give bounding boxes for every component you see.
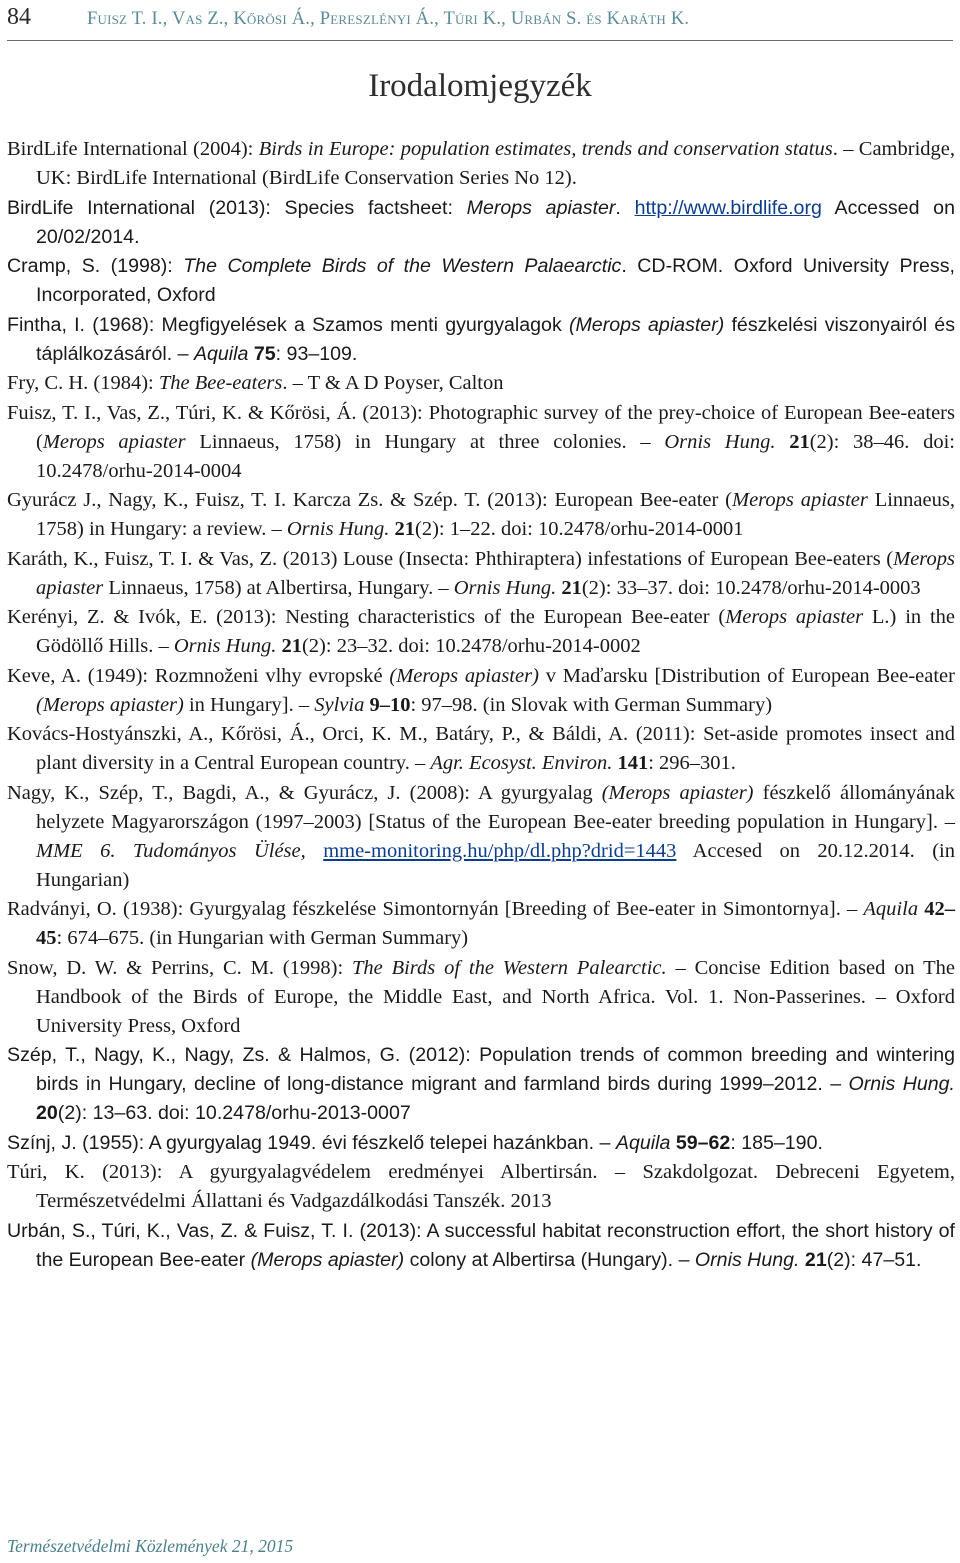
reference-text: BirdLife International (2004): — [7, 138, 259, 160]
reference-text: . – T & A D Poyser, Calton — [282, 372, 504, 394]
italic-text: Ornis Hung. — [286, 518, 390, 540]
italic-text: Merops apiaster — [42, 430, 186, 453]
reference-text: v Maďarsku [Distribution of European Bee-eater — [538, 664, 955, 687]
reference-text: : 674–675. (in Hungarian with German Summary) — [56, 927, 469, 949]
reference-text: (2): 47–51. — [826, 1248, 922, 1271]
italic-text: (Merops apiaster) — [568, 313, 725, 336]
italic-text: Merops apiaster — [725, 606, 864, 628]
reference-text: Cramp, S. (1998): — [7, 255, 184, 277]
header-divider — [7, 40, 953, 41]
italic-text: Ornis Hung. — [694, 1248, 800, 1271]
reference-entry — [7, 954, 955, 1041]
volume-number: 21 — [561, 576, 582, 599]
journal-footer: Természetvédelmi Közlemények 21, 2015 — [7, 1536, 294, 1556]
reference-text — [775, 431, 789, 453]
reference-text: Túri, K. (2013): A gyurgyalagvédelem eredményei Albertirsán. – Szakdolgozat. Debreceni Egyetem, Természetvédelmi Állattani és Vadgazdálkodási Tanszék. 2013 — [7, 1161, 955, 1212]
reference-text: : 93–109. — [275, 342, 358, 365]
reference-text: Linnaeus, 1758) at Albertirsa, Hungary. – — [103, 576, 454, 599]
reference-list — [7, 135, 955, 1275]
volume-number: 42–45 — [36, 898, 955, 949]
volume-number: 21 — [281, 635, 302, 657]
reference-text: Radványi, O. (1938): Gyurgyalag fészkelése Simontornyán [Breeding of Bee-eater in Simontornya]. – — [7, 898, 864, 920]
reference-text: Linnaeus, 1758) in Hungary at three colonies. – — [185, 430, 665, 453]
reference-entry — [7, 720, 955, 778]
italic-text: The Bee-eaters — [158, 372, 283, 394]
italic-text: The Birds of the Western Palearctic. — [352, 956, 667, 979]
reference-text: in Hungary]. – — [183, 693, 315, 716]
reference-text: (2): 23–32. doi: 10.2478/orhu-2014-0002 — [301, 635, 641, 657]
reference-entry — [7, 779, 955, 895]
reference-text: Karáth, K., Fuisz, T. I. & Vas, Z. (2013) Louse (Insecta: Phthiraptera) infestations of European Bee-eaters ( — [7, 547, 894, 570]
italic-text: (Merops apiaster) — [250, 1248, 405, 1271]
reference-entry — [7, 252, 955, 310]
reference-text: : 97–98. (in Slovak with German Summary) — [410, 693, 773, 716]
italic-text: Ornis Hung. — [173, 635, 277, 657]
reference-entry — [7, 895, 955, 953]
reference-text: (2): 1–22. doi: 10.2478/orhu-2014-0001 — [415, 518, 744, 540]
reference-text: Accesed on 20.12.2014. (in Hungarian) — [36, 839, 955, 891]
reference-text: L.) in the Gödöllő Hills. – — [36, 606, 955, 657]
running-head-authors: Fuisz T. I., Vas Z., Kőrösi Á., Pereszlényi Á., Túri K., Urbán S. és Karáth K. — [87, 9, 690, 29]
reference-text: . — [615, 196, 635, 219]
reference-text: : 296–301. — [648, 752, 736, 774]
volume-number: 59–62 — [675, 1131, 731, 1154]
volume-number: 20 — [36, 1102, 58, 1124]
reference-text: Fintha, I. (1968): Megfigyelések a Szamos menti gyurgyalagok — [7, 313, 569, 336]
italic-text: Sylvia — [314, 693, 365, 716]
running-header — [7, 4, 953, 40]
volume-number: 9–10 — [369, 693, 411, 716]
italic-text: Aquila — [193, 342, 249, 365]
reference-text: Urbán, S., Túri, K., Vas, Z. & Fuisz, T. I. (2013): A successful habitat reconstruction effort, the short history of the European Bee-eater — [7, 1219, 955, 1271]
reference-text: Snow, D. W. & Perrins, C. M. (1998): — [7, 956, 352, 979]
reference-text: Fry, C. H. (1984): — [7, 372, 159, 394]
italic-text: Merops apiaster — [732, 489, 868, 511]
reference-entry — [7, 486, 955, 544]
reference-entry — [7, 194, 955, 252]
reference-text: Kovács-Hostyánszki, A., Kőrösi, Á., Orci, K. M., Batáry, P., & Báldi, A. (2011): Set-aside promotes insect and plant diversity in a Central European country. – — [7, 723, 955, 774]
italic-text: Ornis Hung. — [848, 1073, 955, 1095]
reference-entry — [7, 603, 955, 661]
reference-text — [306, 840, 323, 862]
reference-text: Accessed on 20/02/2014. — [36, 196, 955, 248]
section-title: Irodalomjegyzék — [368, 68, 592, 104]
italic-text: Merops apiaster — [36, 547, 955, 599]
reference-entry — [7, 1129, 955, 1158]
italic-text: The Complete Birds of the Western Palaearctic — [183, 255, 622, 277]
volume-number: 141 — [617, 752, 649, 774]
reference-text: fészkelő állományának helyzete Magyarországon (1997–2003) [Status of the European Bee-eater breeding population in Hungary]. – — [36, 781, 955, 833]
reference-text: BirdLife International (2013): Species factsheet: — [7, 196, 467, 219]
volume-number: 21 — [789, 430, 810, 453]
reference-text: Keve, A. (1949): Rozmnoženi vlhy evropské — [7, 664, 390, 687]
volume-number: 21 — [394, 518, 416, 540]
reference-text: Nagy, K., Szép, T., Bagdi, A., & Gyurácz, J. (2008): A gyurgyalag — [7, 781, 602, 804]
reference-text: Gyurácz J., Nagy, K., Fuisz, T. I. Karcza Zs. & Szép. T. (2013): European Bee-eater ( — [7, 489, 732, 511]
reference-entry — [7, 662, 955, 720]
reference-entry — [7, 1217, 955, 1275]
reference-text: colony at Albertirsa (Hungary). – — [404, 1248, 695, 1271]
reference-entry — [7, 545, 955, 603]
reference-text: Kerényi, Z. & Ivók, E. (2013): Nesting characteristics of the European Bee-eater ( — [7, 606, 726, 628]
reference-text: (2): 13–63. doi: 10.2478/orhu-2013-0007 — [57, 1102, 411, 1124]
italic-text: Merops apiaster — [466, 196, 616, 219]
italic-text: Aquila — [615, 1131, 671, 1154]
page-number: 84 — [7, 4, 31, 30]
reference-entry — [7, 1158, 955, 1216]
reference-text: fészkelési viszonyairól és táplálkozásáról. – — [36, 313, 955, 365]
italic-text: Agr. Ecosyst. Environ. — [430, 752, 613, 774]
reference-text: Színj, J. (1955): A gyurgyalag 1949. évi fészkelő telepei hazánkban. – — [7, 1131, 616, 1154]
reference-text: Szép, T., Nagy, K., Nagy, Zs. & Halmos, G. (2012): Population trends of common breeding and wintering birds in Hungary, decline of long-distance migrant and farmland birds during 1999–2012. – — [7, 1044, 955, 1095]
italic-text: Aquila — [863, 898, 919, 920]
italic-text: (Merops apiaster) — [389, 664, 539, 687]
italic-text: MME 6. Tudományos Ülése, — [36, 839, 306, 862]
reference-text: – Concise Edition based on The Handbook of the Birds of Europe, the Middle East, and North Africa. Vol. 1. Non-Passerines. – Oxford University Press, Oxford — [36, 956, 955, 1037]
italic-text: Ornis Hung. — [453, 576, 557, 599]
reference-text: (2): 33–37. doi: 10.2478/orhu-2014-0003 — [581, 576, 921, 599]
reference-entry — [7, 369, 955, 398]
reference-entry — [7, 1041, 955, 1128]
reference-text: (2): 38–46. doi: 10.2478/orhu-2014-0004 — [36, 430, 955, 482]
italic-text: Birds in Europe: population estimates, trends and conservation status — [258, 138, 833, 160]
reference-entry — [7, 311, 955, 369]
italic-text: (Merops apiaster) — [601, 781, 754, 804]
reference-text: . – Cambridge, UK: BirdLife International (BirdLife Conservation Series No 12). — [36, 138, 955, 189]
reference-text: . CD-ROM. Oxford University Press, Incorporated, Oxford — [36, 255, 955, 306]
volume-number: 21 — [804, 1248, 827, 1271]
reference-link[interactable]: mme-monitoring.hu/php/dl.php?drid=1443 — [323, 839, 677, 862]
reference-text: : 185–190. — [730, 1131, 823, 1154]
volume-number: 75 — [253, 342, 276, 365]
reference-text: Linnaeus, 1758) in Hungary: a review. – — [36, 489, 955, 540]
reference-entry — [7, 135, 955, 193]
italic-text: (Merops apiaster) — [36, 693, 184, 716]
reference-entry — [7, 399, 955, 486]
reference-text: Fuisz, T. I., Vas, Z., Túri, K. & Kőrösi, Á. (2013): Photographic survey of the prey-choice of European Bee-eaters ( — [7, 401, 955, 453]
italic-text: Ornis Hung. — [664, 430, 776, 453]
reference-link[interactable]: http://www.birdlife.org — [634, 196, 822, 219]
